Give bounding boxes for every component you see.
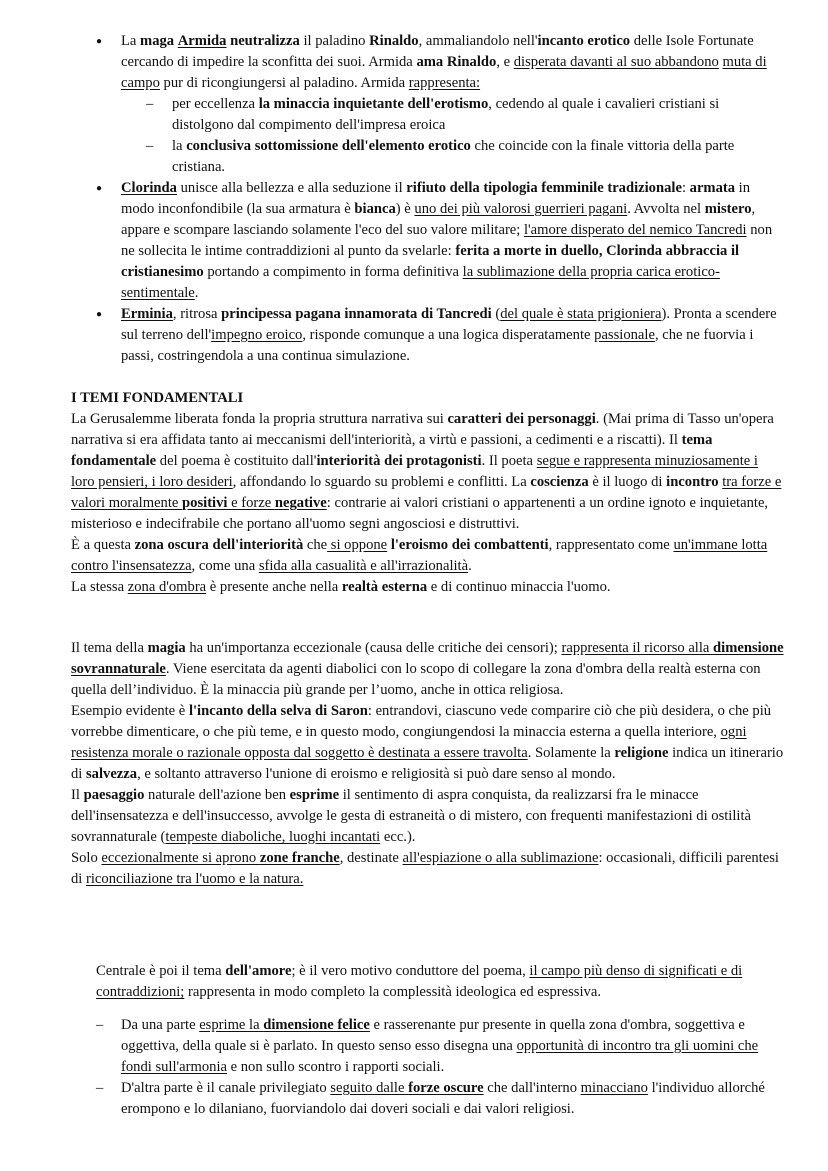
text-run: La	[121, 33, 141, 49]
text-run: l'amore disperato del nemico Tancredi	[523, 222, 747, 238]
text-run: l'eroismo dei combattenti	[390, 537, 549, 553]
paragraph	[71, 535, 785, 577]
text-run: esprime la	[199, 1017, 264, 1033]
bullet-armida	[0, 31, 828, 178]
text-run: segue e rappresenta minuziosamente i loro pensieri, i loro desideri	[71, 453, 758, 490]
text-run: riconciliazione tra l'uomo e la natura.	[86, 871, 304, 887]
text-run: , che ne fuorvia i passi, costringendola a una continua simulazione.	[121, 327, 754, 364]
paragraph	[71, 409, 785, 535]
text-run: la	[172, 138, 187, 154]
text-run: ecc.).	[380, 829, 416, 845]
magia-section	[71, 638, 785, 890]
text-run: Da una parte	[121, 1017, 200, 1033]
text-run: ). Pronta a scendere sul terreno dell'	[121, 306, 777, 343]
text-run: La stessa	[71, 579, 128, 595]
armida-subitems	[121, 94, 784, 178]
text-run: eccezionalmente si aprono	[101, 850, 260, 866]
text-run: esprime	[289, 787, 340, 803]
text-run: impegno eroico	[211, 327, 303, 343]
text-run: muta di campo	[121, 54, 767, 91]
text-run: la minaccia inquietante dell'erotismo	[258, 96, 489, 112]
text-run: armata	[689, 180, 736, 196]
text-run: . Viene esercitata da agenti diabolici con lo scopo di collegare la zona d'ombra della realtà esterna con quella dell’individuo. È la minaccia più grande per l’uomo, anche in ottica religiosa.	[71, 661, 761, 698]
text-run: .	[194, 285, 199, 301]
bullet-clorinda	[0, 178, 828, 304]
text-run: e di continuo minaccia l'uomo.	[427, 579, 611, 595]
text-run: e forze	[227, 495, 275, 511]
text-run: ha un'importanza eccezionale (causa delle critiche dei censori);	[185, 640, 562, 656]
text-run: magia	[147, 640, 186, 656]
text-run: rappresenta:	[408, 75, 481, 91]
text-run: minacciano	[580, 1080, 648, 1096]
subitem	[121, 136, 784, 178]
bullet-text	[121, 180, 772, 301]
text-run: unisce alla bellezza e alla seduzione il	[176, 180, 407, 196]
text-run: per eccellenza	[172, 96, 259, 112]
text-run: seguito dalle	[330, 1080, 409, 1096]
text-run: realtà esterna	[341, 579, 428, 595]
text-run: dimensione sovrannaturale	[71, 640, 784, 677]
text-run: che	[303, 537, 328, 553]
text-run: delle Isole Fortunate cercando di impedire la sconfitta dei suoi. Armida	[121, 33, 754, 70]
text-run: tra forze e valori moralmente	[71, 474, 782, 511]
text-run: e non sullo scontro i rapporti sociali.	[226, 1059, 445, 1075]
text-run: che dall'interno	[483, 1080, 581, 1096]
text-run: tempeste diaboliche, luoghi incantati	[165, 829, 381, 845]
text-run: si oppone	[327, 537, 388, 553]
text-run: coscienza	[530, 474, 589, 490]
characters-section	[0, 31, 828, 367]
text-run: interiorità dei protagonisti	[316, 453, 482, 469]
text-run: , risponde comunque a una logica disperatamente	[302, 327, 595, 343]
text-run: l'individuo allorché erompono e lo dilaniano, fuorviandolo dai doveri sociali e dai valori religiosi.	[121, 1080, 765, 1117]
text-run: che coincide con la finale vittoria della parte cristiana.	[172, 138, 735, 175]
text-run: , appare e scompare lasciando solamente l'eco del suo valore militare;	[121, 201, 756, 238]
text-run: disperata davanti al suo abbandono	[513, 54, 719, 70]
text-run: principessa pagana innamorata di Tancredi	[221, 306, 492, 322]
text-run: , destinate	[339, 850, 403, 866]
text-run: : contrarie ai valori cristiani o appartenenti a un ordine ignoto e inquietante, misterioso e indecifrabile che portano all'uomo segni angosciosi e distruttivi.	[71, 495, 769, 532]
bullet-text	[121, 306, 777, 364]
text-run: salvezza	[86, 766, 138, 782]
text-run: bianca	[354, 201, 396, 217]
text-run: . (Mai prima di Tasso un'opera narrativa si era affidata tanto ai meccanismi dell'interiorità, a virtù e passioni, a cedimenti e a riscatti). Il	[71, 411, 774, 448]
text-run: , come una	[191, 558, 259, 574]
text-run: mistero	[704, 201, 752, 217]
text-run: conclusiva sottomissione dell'elemento erotico	[186, 138, 471, 154]
text-run: non ne sollecita le intime contraddizioni al punto da svelarle:	[121, 222, 773, 259]
text-run: dimensione felice	[263, 1017, 370, 1033]
text-run: , cedendo al quale i cavalieri cristiani si distolgono dal compimento dell'impresa eroica	[172, 96, 720, 133]
text-run: , e	[496, 54, 514, 70]
subitem	[121, 94, 784, 136]
text-run: forze oscure	[408, 1080, 484, 1096]
text-run: D'altra parte è il canale privilegiato	[121, 1080, 331, 1096]
text-run: paesaggio	[83, 787, 145, 803]
text-run: passionale	[594, 327, 655, 343]
text-run: tema fondamentale	[71, 432, 713, 469]
text-run: zona oscura dell'interiorità	[134, 537, 304, 553]
text-run: negative	[274, 495, 327, 511]
paragraph	[71, 701, 785, 785]
text-run: naturale dell'azione ben	[144, 787, 290, 803]
text-run: , e soltanto attraverso l'unione di eroismo e religiosità si può dare senso al mondo.	[137, 766, 616, 782]
text-run: : occasionali, difficili parentesi di	[71, 850, 779, 887]
text-run: Solo	[71, 850, 102, 866]
text-run: Rinaldo	[369, 33, 419, 49]
text-run: ) è	[395, 201, 415, 217]
text-run: , ritrosa	[172, 306, 222, 322]
text-run: . Avvolta nel	[627, 201, 705, 217]
text-run: (	[491, 306, 501, 322]
paragraph	[71, 848, 785, 890]
text-run: ama Rinaldo	[416, 54, 497, 70]
text-run: portando a compimento in forma definitiva	[203, 264, 463, 280]
text-run: . Il poeta	[481, 453, 537, 469]
list-item	[96, 1015, 786, 1078]
text-run: : entrandovi, ciascuno vede comparire ciò che più desidera, o che più vorrebbe dimenticare, o che più teme, e in questo modo, congiungendosi la minaccia esterna a quella interiore,	[71, 703, 772, 740]
text-run: Il tema della	[71, 640, 148, 656]
text-run: Il	[71, 787, 84, 803]
paragraph	[71, 577, 785, 598]
text-run: . Solamente la	[527, 745, 615, 761]
list-item	[96, 1078, 786, 1120]
text-run: , ammaliandolo nell'	[418, 33, 538, 49]
temi-section	[71, 388, 785, 598]
text-run: .	[468, 558, 472, 574]
text-run: rifiuto della tipologia femminile tradizionale	[406, 180, 682, 196]
text-run: l'incanto della selva di Saron	[188, 703, 368, 719]
text-run: del poema è costituito dall'	[156, 453, 317, 469]
text-run: incanto erotico	[537, 33, 631, 49]
text-run: positivi	[182, 495, 228, 511]
text-run: il paladino	[299, 33, 370, 49]
text-run: La Gerusalemme liberata fonda la propria struttura narrativa sui	[71, 411, 448, 427]
text-run: rappresenta in modo completo la complessità ideologica ed espressiva.	[184, 984, 601, 1000]
text-run: rappresenta il ricorso alla	[561, 640, 714, 656]
text-run: zona d'ombra	[127, 579, 207, 595]
text-run: Centrale è poi il tema	[96, 963, 226, 979]
text-run: Armida	[177, 33, 227, 49]
text-run: dell'amore	[225, 963, 292, 979]
text-run: È a questa	[71, 537, 135, 553]
paragraph	[71, 638, 785, 701]
text-run: neutralizza	[230, 33, 300, 49]
text-run: , affondando lo sguardo su problemi e conflitti. La	[232, 474, 531, 490]
character-list	[0, 31, 828, 367]
text-run: sfida alla casualità e all'irrazionalità	[258, 558, 469, 574]
text-run: caratteri dei personaggi	[447, 411, 596, 427]
text-run: religione	[614, 745, 669, 761]
text-run: in modo inconfondibile (la sua armatura è	[121, 180, 751, 217]
text-run: il campo più denso di significati e di contraddizioni;	[96, 963, 743, 1000]
paragraph	[96, 961, 786, 1003]
text-run: :	[681, 180, 690, 196]
text-run: ogni resistenza morale o razionale opposta dal soggetto è destinata a essere travolta	[71, 724, 747, 761]
text-run: zone franche	[259, 850, 340, 866]
bullet-erminia	[0, 304, 828, 367]
text-run: e rasserenante pur presente in quella zona d'ombra, soggettiva e oggettiva, della quale si è parlato. In questo senso esso disegna una	[121, 1017, 745, 1054]
text-run: maga	[140, 33, 175, 49]
text-run: Esempio evidente è	[71, 703, 189, 719]
text-run: ; è il vero motivo conduttore del poema,	[291, 963, 530, 979]
text-run: indica un itinerario di	[71, 745, 784, 782]
text-run: , rappresentato come	[548, 537, 674, 553]
text-run: ferita a morte in duello, Clorinda abbraccia il cristianesimo	[121, 243, 740, 280]
paragraph	[71, 785, 785, 848]
text-run: opportunità di incontro tra gli uomini che fondi sull'armonia	[121, 1038, 759, 1075]
text-run: il sentimento di aspra conquista, da realizzarsi fra le minacce dell'insensatezza e dell'insuccesso, avvolge le gesta di estraneità o di mistero, con frequenti manifestazioni di ostilità sovrannaturale (	[71, 787, 751, 845]
amore-list	[96, 1015, 786, 1120]
section-heading: I TEMI FONDAMENTALI	[71, 390, 244, 406]
bullet-text	[121, 33, 767, 91]
text-run: incontro	[666, 474, 719, 490]
text-run: un'immane lotta contro l'insensatezza	[71, 537, 768, 574]
text-run: all'espiazione o alla sublimazione	[402, 850, 599, 866]
text-run: Erminia	[121, 306, 173, 322]
text-run: la sublimazione della propria carica erotico-sentimentale	[121, 264, 720, 301]
text-run: pur di ricongiungersi al paladino. Armida	[159, 75, 409, 91]
text-run: del quale è stata prigioniera	[500, 306, 662, 322]
text-run: Clorinda	[121, 180, 177, 196]
text-run: è presente anche nella	[206, 579, 342, 595]
amore-section	[96, 961, 786, 1120]
text-run: è il luogo di	[588, 474, 667, 490]
text-run: uno dei più valorosi guerrieri pagani	[414, 201, 628, 217]
